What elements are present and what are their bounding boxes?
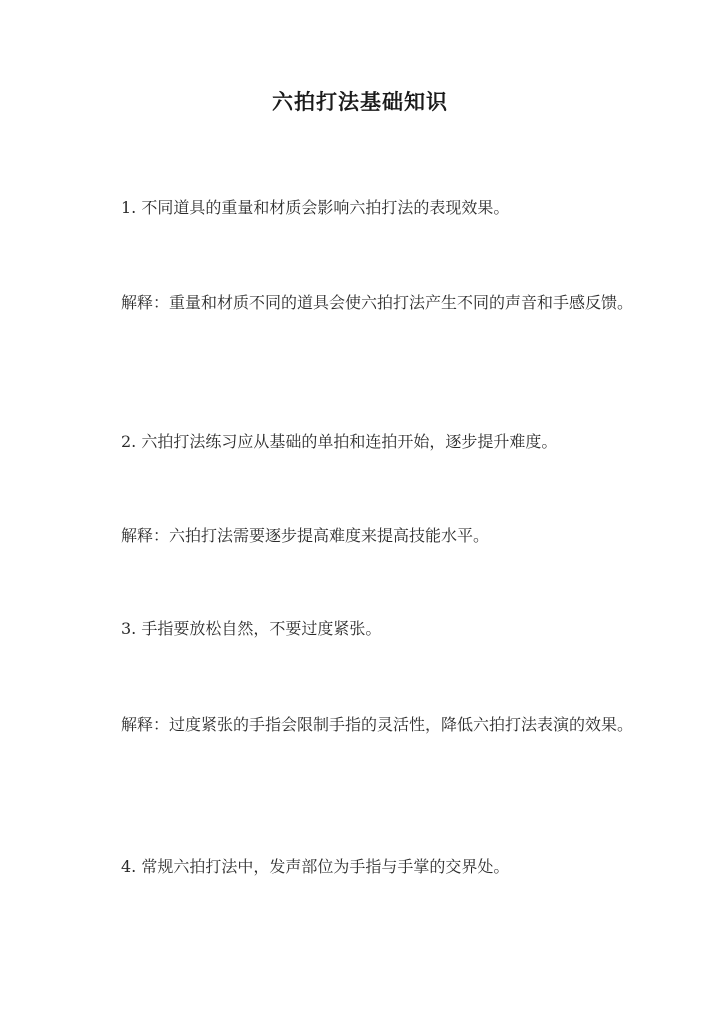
paragraph-explanation-3: 解释：过度紧张的手指会限制手指的灵活性，降低六拍打法表演的效果。 (121, 715, 634, 734)
paragraph-item-2: 2. 六拍打法练习应从基础的单拍和连拍开始，逐步提升难度。 (121, 432, 558, 451)
paragraph-item-1: 1. 不同道具的重量和材质会影响六拍打法的表现效果。 (121, 198, 510, 217)
document-title: 六拍打法基础知识 (272, 89, 448, 114)
paragraph-item-3: 3. 手指要放松自然，不要过度紧张。 (121, 619, 382, 638)
paragraph-item-4: 4. 常规六拍打法中，发声部位为手指与手掌的交界处。 (121, 857, 510, 876)
paragraph-explanation-1: 解释：重量和材质不同的道具会使六拍打法产生不同的声音和手感反馈。 (121, 293, 634, 312)
paragraph-explanation-2: 解释：六拍打法需要逐步提高难度来提高技能水平。 (121, 526, 490, 545)
